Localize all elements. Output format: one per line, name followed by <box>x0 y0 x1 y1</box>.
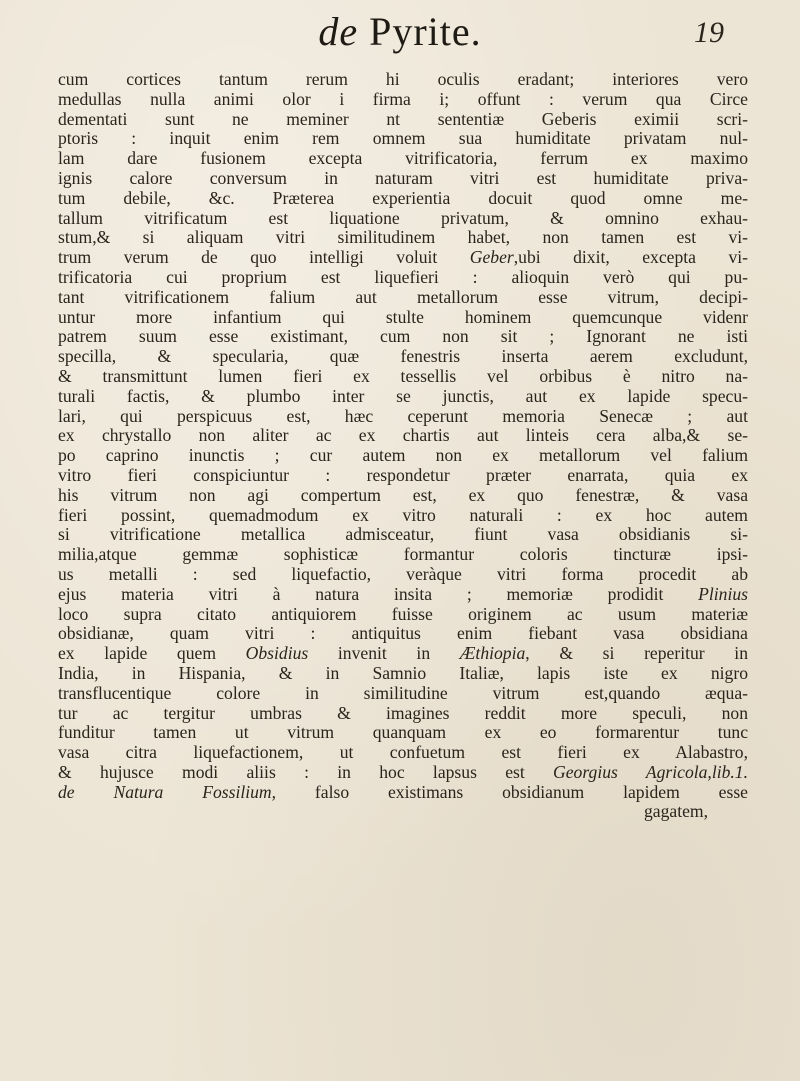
running-head <box>0 6 800 66</box>
text-segment: stum,& si aliquam vitri similitudinem habet, non tamen est vi- <box>58 228 748 248</box>
text-segment: ,ubi dixit, excepta vi- <box>513 248 748 268</box>
text-line <box>58 149 748 169</box>
italic-text: Æthiopia <box>459 644 526 664</box>
text-line <box>58 684 748 704</box>
text-line <box>58 327 748 347</box>
text-line <box>58 347 748 367</box>
text-segment: ex chrystallo non aliter ac ex chartis aut linteis cera alba,& se- <box>58 426 748 446</box>
text-segment: vitro fieri conspiciuntur : respondetur præter enarrata, quia ex <box>58 465 748 485</box>
text-line <box>58 70 748 90</box>
text-line <box>58 624 748 644</box>
text-segment: ex lapide quem <box>58 644 246 664</box>
text-line <box>58 565 748 585</box>
text-line <box>58 545 748 565</box>
text-line <box>58 783 748 803</box>
text-line <box>58 387 748 407</box>
text-segment: po caprino inunctis ; cur autem non ex metallorum vel falium <box>58 446 748 466</box>
text-segment: trum verum de quo intelligi voluit <box>58 248 470 268</box>
text-segment: vasa citra liquefactionem, ut confuetum est fieri ex Alabastro, <box>58 743 748 763</box>
text-segment: obsidianæ, quam vitri : antiquitus enim fiebant vasa obsidiana <box>58 624 748 644</box>
text-segment: funditur tamen ut vitrum quanquam ex eo formarentur tunc <box>58 723 748 743</box>
text-segment: dementati sunt ne meminer nt sententiæ Geberis eximii scri- <box>58 109 748 129</box>
text-line <box>58 248 748 268</box>
text-segment: transflucentique colore in similitudine vitrum est,quando æqua- <box>58 683 748 703</box>
running-title <box>0 8 800 55</box>
text-line <box>58 605 748 625</box>
text-line <box>58 763 748 783</box>
text-segment: tum debile, &c. Præterea experientia docuit quod omne me- <box>58 188 748 208</box>
text-segment: fieri possint, quemadmodum ex vitro naturali : ex hoc autem <box>58 505 748 525</box>
text-segment: turali factis, & plumbo inter se junctis, aut ex lapide specu- <box>58 386 748 406</box>
text-line <box>58 446 748 466</box>
text-segment: ptoris : inquit enim rem omnem sua humiditate privatam nul- <box>58 129 748 149</box>
text-segment: cum cortices tantum rerum hi oculis eradant; interiores vero <box>58 70 748 89</box>
text-segment: tallum vitrificatum est liquatione privatum, & omnino exhau- <box>58 208 748 228</box>
text-line <box>58 367 748 387</box>
text-segment: India, in Hispania, & in Samnio Italiæ, lapis iste ex nigro <box>58 663 748 683</box>
text-line <box>58 525 748 545</box>
text-segment: tant vitrificationem falium aut metallorum esse vitrum, decipi- <box>58 287 748 307</box>
text-segment: trificatoria cui proprium est liquefieri : alioquin verò qui pu- <box>58 267 748 287</box>
text-line <box>58 743 748 763</box>
text-line <box>58 308 748 328</box>
text-segment: , & si reperitur in <box>525 644 748 664</box>
italic-text: Obsidius <box>245 644 309 664</box>
text-segment: tur ac tergitur umbras & imagines reddit more speculi, non <box>58 703 748 723</box>
text-segment: & hujusce modi aliis : in hoc lapsus est <box>58 762 554 782</box>
text-segment: si vitrificatione metallica admisceatur, fiunt vasa obsidianis si- <box>58 525 748 545</box>
text-line <box>58 228 748 248</box>
body-text <box>58 70 748 822</box>
text-segment: loco supra citato antiquiorem fuisse originem ac usum materiæ <box>58 604 748 624</box>
text-line <box>58 486 748 506</box>
text-line <box>58 723 748 743</box>
text-segment: & transmittunt lumen fieri ex tessellis vel orbibus è nitro na- <box>58 366 748 386</box>
text-segment: untur more infantium qui stulte hominem quemcunque videnr <box>58 307 748 327</box>
text-segment: specilla, & specularia, quæ fenestris inserta aerem excludunt, <box>58 347 748 367</box>
text-line <box>58 90 748 110</box>
text-line <box>58 585 748 605</box>
text-segment: ignis calore conversum in naturam vitri est humiditate priva- <box>58 168 748 188</box>
text-line <box>58 407 748 427</box>
text-segment: lari, qui perspicuus est, hæc ceperunt memoria Senecæ ; aut <box>58 406 748 426</box>
text-line <box>58 288 748 308</box>
italic-text: Plinius <box>698 584 748 604</box>
italic-text: Georgius Agricola,lib.1. <box>553 762 748 782</box>
text-line <box>58 129 748 149</box>
running-title-prefix: de <box>318 9 359 54</box>
text-line <box>58 506 748 526</box>
text-segment: falso existimans obsidianum lapidem esse <box>276 782 748 802</box>
text-segment: lam dare fusionem excepta vitrificatoria, ferrum ex maximo <box>58 149 748 169</box>
text-line <box>58 169 748 189</box>
text-line <box>58 644 748 664</box>
text-segment: milia,atque gemmæ sophisticæ formantur coloris tincturæ ipsi- <box>58 545 748 565</box>
italic-text: Geber <box>469 248 514 268</box>
catchword: gagatem, <box>644 802 708 822</box>
text-segment: us metalli : sed liquefactio, veràque vitri forma procedit ab <box>58 564 748 584</box>
text-line <box>58 426 748 446</box>
text-segment: his vitrum non agi compertum est, ex quo fenestræ, & vasa <box>58 485 748 505</box>
page-number: 19 <box>694 16 724 49</box>
running-title-word: Pyrite. <box>369 9 482 54</box>
text-line <box>58 189 748 209</box>
text-segment: ejus materia vitri à natura insita ; memoriæ prodidit <box>58 584 699 604</box>
text-line <box>58 704 748 724</box>
text-line <box>58 110 748 130</box>
text-segment: medullas nulla animi olor i firma i; offunt : verum qua Circe <box>58 89 748 109</box>
text-segment: invenit in <box>308 644 460 664</box>
text-line <box>58 268 748 288</box>
text-line <box>58 466 748 486</box>
text-segment: patrem suum esse existimant, cum non sit ; Ignorant ne isti <box>58 327 748 347</box>
text-line <box>58 664 748 684</box>
italic-text: de Natura Fossilium, <box>58 782 277 802</box>
text-line <box>58 209 748 229</box>
